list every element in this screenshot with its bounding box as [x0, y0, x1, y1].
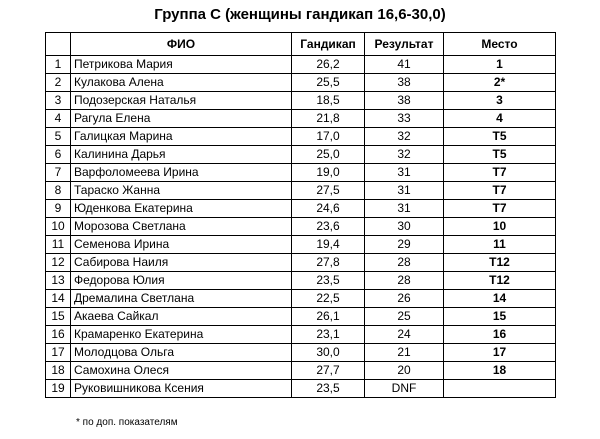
table-row	[46, 326, 556, 344]
column-header-result: Результат	[365, 33, 444, 56]
place-cell: 16	[444, 326, 556, 344]
table-header-row	[46, 33, 556, 56]
result-cell: 29	[365, 236, 444, 254]
place-cell	[444, 380, 556, 398]
handicap-cell: 25,0	[292, 146, 365, 164]
row-number-cell: 3	[46, 92, 71, 110]
place-cell: 4	[444, 110, 556, 128]
handicap-cell: 23,6	[292, 218, 365, 236]
player-name-cell: Рагула Елена	[71, 110, 292, 128]
row-number-cell: 19	[46, 380, 71, 398]
handicap-cell: 26,1	[292, 308, 365, 326]
row-number-cell: 15	[46, 308, 71, 326]
row-number-cell: 7	[46, 164, 71, 182]
handicap-cell: 23,5	[292, 380, 365, 398]
place-cell: 1	[444, 56, 556, 74]
player-name-cell: Варфоломеева Ирина	[71, 164, 292, 182]
table-row	[46, 128, 556, 146]
result-cell: 33	[365, 110, 444, 128]
row-number-cell: 9	[46, 200, 71, 218]
results-table	[45, 32, 556, 398]
row-number-cell: 1	[46, 56, 71, 74]
player-name-cell: Галицкая Марина	[71, 128, 292, 146]
place-cell: 14	[444, 290, 556, 308]
handicap-cell: 27,5	[292, 182, 365, 200]
row-number-cell: 5	[46, 128, 71, 146]
handicap-cell: 17,0	[292, 128, 365, 146]
result-cell: 24	[365, 326, 444, 344]
place-cell: 2*	[444, 74, 556, 92]
row-number-cell: 8	[46, 182, 71, 200]
player-name-cell: Морозова Светлана	[71, 218, 292, 236]
player-name-cell: Семенова Ирина	[71, 236, 292, 254]
place-cell: Т7	[444, 164, 556, 182]
result-cell: 20	[365, 362, 444, 380]
table-row	[46, 74, 556, 92]
table-row	[46, 344, 556, 362]
table-row	[46, 200, 556, 218]
row-number-cell: 6	[46, 146, 71, 164]
row-number-cell: 18	[46, 362, 71, 380]
place-cell: 3	[444, 92, 556, 110]
player-name-cell: Петрикова Мария	[71, 56, 292, 74]
handicap-cell: 19,4	[292, 236, 365, 254]
place-cell: Т7	[444, 182, 556, 200]
place-cell: 11	[444, 236, 556, 254]
player-name-cell: Молодцова Ольга	[71, 344, 292, 362]
result-cell: 28	[365, 254, 444, 272]
place-cell: 18	[444, 362, 556, 380]
result-cell: 31	[365, 182, 444, 200]
table-row	[46, 380, 556, 398]
handicap-cell: 18,5	[292, 92, 365, 110]
result-cell: 25	[365, 308, 444, 326]
row-number-cell: 16	[46, 326, 71, 344]
handicap-cell: 22,5	[292, 290, 365, 308]
player-name-cell: Дремалина Светлана	[71, 290, 292, 308]
player-name-cell: Тараско Жанна	[71, 182, 292, 200]
column-header-name: ФИО	[71, 33, 292, 56]
row-number-cell: 14	[46, 290, 71, 308]
player-name-cell: Акаева Сайкал	[71, 308, 292, 326]
table-row	[46, 110, 556, 128]
place-cell: Т7	[444, 200, 556, 218]
footnote: * по доп. показателям	[76, 417, 178, 428]
handicap-cell: 23,1	[292, 326, 365, 344]
handicap-cell: 19,0	[292, 164, 365, 182]
player-name-cell: Крамаренко Екатерина	[71, 326, 292, 344]
row-number-cell: 2	[46, 74, 71, 92]
player-name-cell: Юденкова Екатерина	[71, 200, 292, 218]
player-name-cell: Сабирова Наиля	[71, 254, 292, 272]
player-name-cell: Кулакова Алена	[71, 74, 292, 92]
table-row	[46, 146, 556, 164]
place-cell: Т5	[444, 146, 556, 164]
table-row	[46, 164, 556, 182]
handicap-cell: 27,8	[292, 254, 365, 272]
row-number-cell: 12	[46, 254, 71, 272]
result-cell: 21	[365, 344, 444, 362]
player-name-cell: Калинина Дарья	[71, 146, 292, 164]
result-cell: 28	[365, 272, 444, 290]
player-name-cell: Подозерская Наталья	[71, 92, 292, 110]
result-cell: 26	[365, 290, 444, 308]
result-cell: 32	[365, 128, 444, 146]
handicap-cell: 25,5	[292, 74, 365, 92]
column-header-handicap: Гандикап	[292, 33, 365, 56]
table-row	[46, 290, 556, 308]
page-title: Группа С (женщины гандикап 16,6-30,0)	[154, 6, 446, 23]
place-cell: Т12	[444, 272, 556, 290]
place-cell: Т5	[444, 128, 556, 146]
player-name-cell: Самохина Олеся	[71, 362, 292, 380]
table-row	[46, 56, 556, 74]
table-row	[46, 362, 556, 380]
table-row	[46, 272, 556, 290]
result-cell: 32	[365, 146, 444, 164]
table-row	[46, 308, 556, 326]
row-number-cell: 4	[46, 110, 71, 128]
result-cell: 41	[365, 56, 444, 74]
result-cell: 38	[365, 74, 444, 92]
result-cell: 38	[365, 92, 444, 110]
handicap-cell: 23,5	[292, 272, 365, 290]
row-number-cell: 13	[46, 272, 71, 290]
row-number-cell: 11	[46, 236, 71, 254]
result-cell: 31	[365, 200, 444, 218]
column-header-number	[46, 33, 71, 56]
result-cell: 31	[365, 164, 444, 182]
table-row	[46, 236, 556, 254]
player-name-cell: Федорова Юлия	[71, 272, 292, 290]
table-row	[46, 182, 556, 200]
player-name-cell: Руковишникова Ксения	[71, 380, 292, 398]
handicap-cell: 21,8	[292, 110, 365, 128]
result-cell: DNF	[365, 380, 444, 398]
handicap-cell: 26,2	[292, 56, 365, 74]
row-number-cell: 10	[46, 218, 71, 236]
place-cell: 10	[444, 218, 556, 236]
result-cell: 30	[365, 218, 444, 236]
place-cell: Т12	[444, 254, 556, 272]
handicap-cell: 30,0	[292, 344, 365, 362]
column-header-place: Место	[444, 33, 556, 56]
place-cell: 17	[444, 344, 556, 362]
table-row	[46, 254, 556, 272]
table-row	[46, 218, 556, 236]
handicap-cell: 24,6	[292, 200, 365, 218]
row-number-cell: 17	[46, 344, 71, 362]
table-body	[46, 56, 556, 398]
handicap-cell: 27,7	[292, 362, 365, 380]
place-cell: 15	[444, 308, 556, 326]
table-row	[46, 92, 556, 110]
